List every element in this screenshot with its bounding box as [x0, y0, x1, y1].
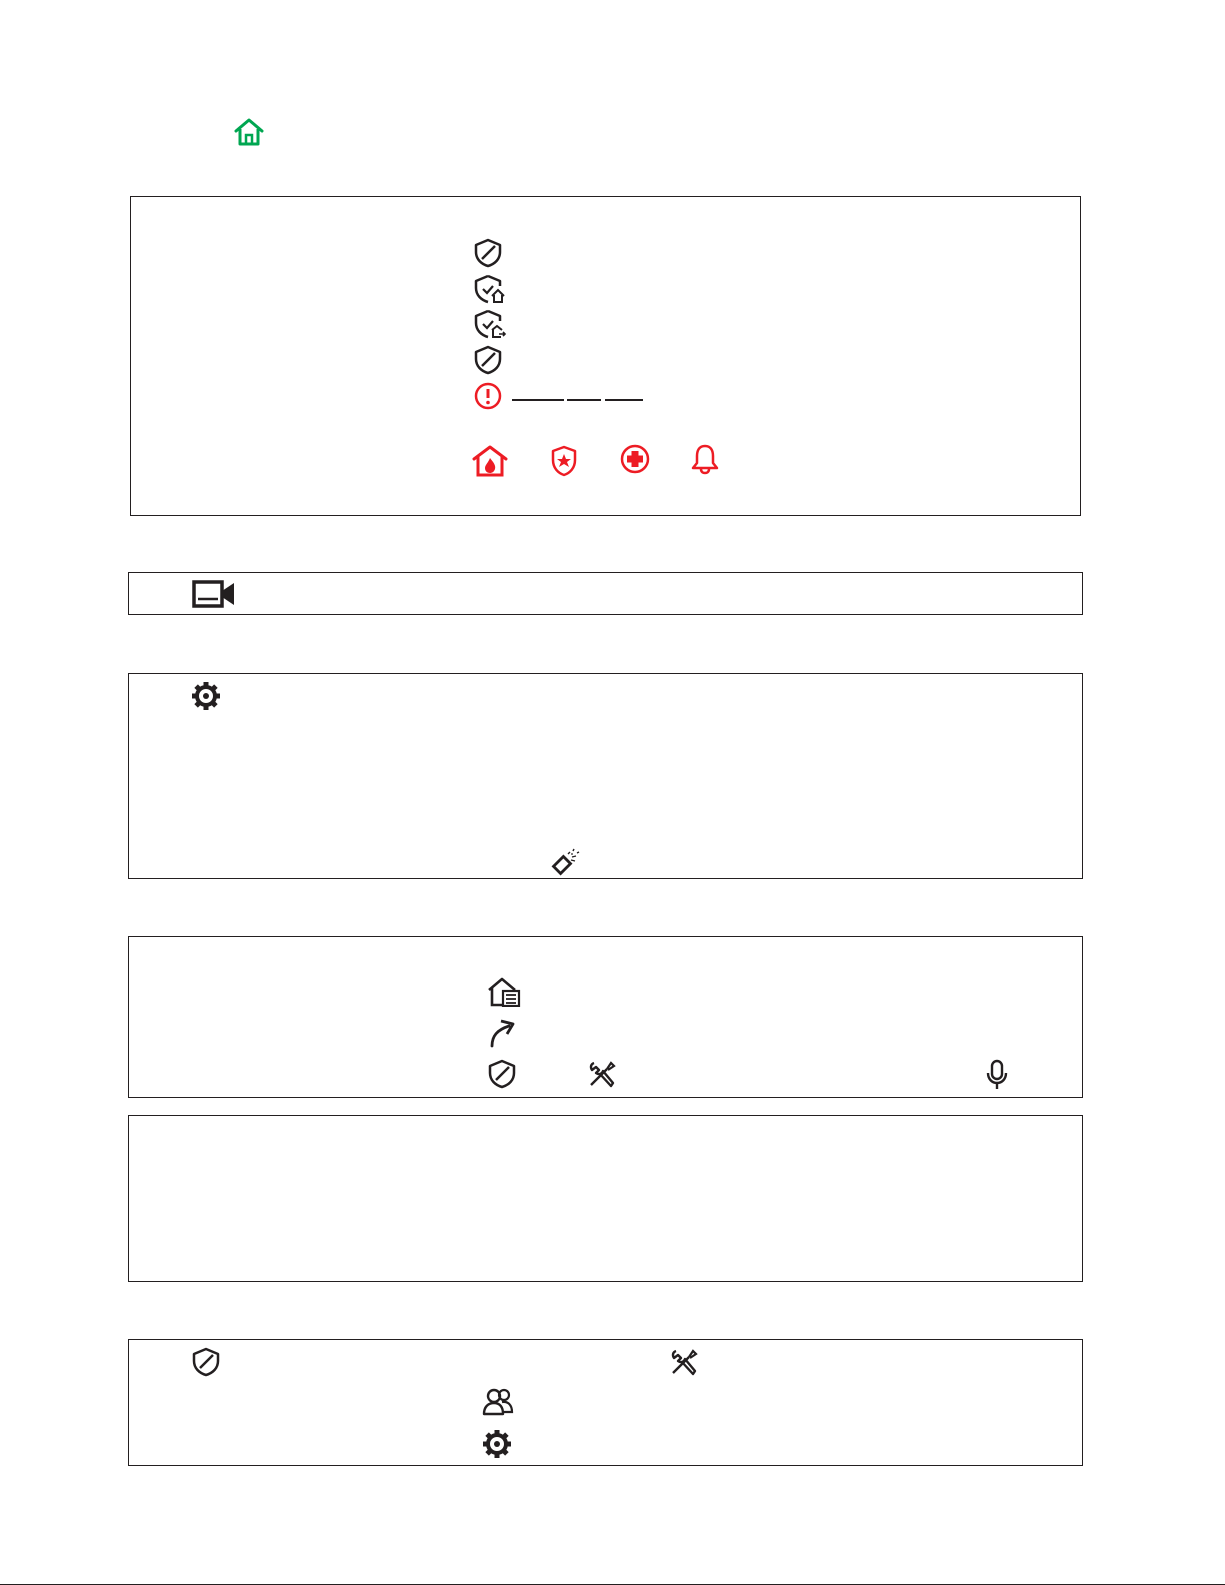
- home-list-icon[interactable]: [487, 977, 521, 1007]
- shield-icon[interactable]: [487, 1059, 517, 1089]
- users-icon[interactable]: [481, 1387, 515, 1417]
- medical-emergency-icon[interactable]: [619, 443, 651, 475]
- home-panel: [128, 936, 1083, 1098]
- shield-armed-icon[interactable]: [473, 345, 503, 375]
- video-camera-icon[interactable]: [191, 579, 237, 609]
- tools-icon[interactable]: [669, 1347, 699, 1377]
- home-icon[interactable]: [233, 118, 265, 146]
- gear-icon[interactable]: [482, 1429, 512, 1459]
- blank-panel: [128, 1115, 1083, 1282]
- panic-bell-icon[interactable]: [691, 443, 719, 475]
- alert-circle-icon[interactable]: [473, 381, 503, 411]
- shield-icon[interactable]: [191, 1347, 221, 1377]
- video-panel: [128, 572, 1083, 615]
- settings-panel: [128, 673, 1083, 879]
- police-emergency-icon[interactable]: [549, 445, 579, 477]
- clean-screen-icon[interactable]: [550, 848, 582, 878]
- shield-armed-away-icon[interactable]: [473, 309, 507, 339]
- fire-emergency-icon[interactable]: [471, 445, 509, 477]
- footer-panel: [128, 1339, 1083, 1466]
- security-panel: [130, 196, 1081, 516]
- alarm-detail-line: [567, 399, 601, 401]
- alarm-detail-line: [512, 399, 564, 401]
- alarm-detail-line: [605, 399, 643, 401]
- tools-icon[interactable]: [587, 1059, 617, 1089]
- shield-disarmed-icon[interactable]: [473, 238, 503, 268]
- bypass-arrow-icon[interactable]: [487, 1018, 517, 1048]
- gear-icon[interactable]: [191, 681, 221, 711]
- microphone-icon[interactable]: [985, 1059, 1009, 1091]
- shield-armed-stay-icon[interactable]: [473, 274, 507, 304]
